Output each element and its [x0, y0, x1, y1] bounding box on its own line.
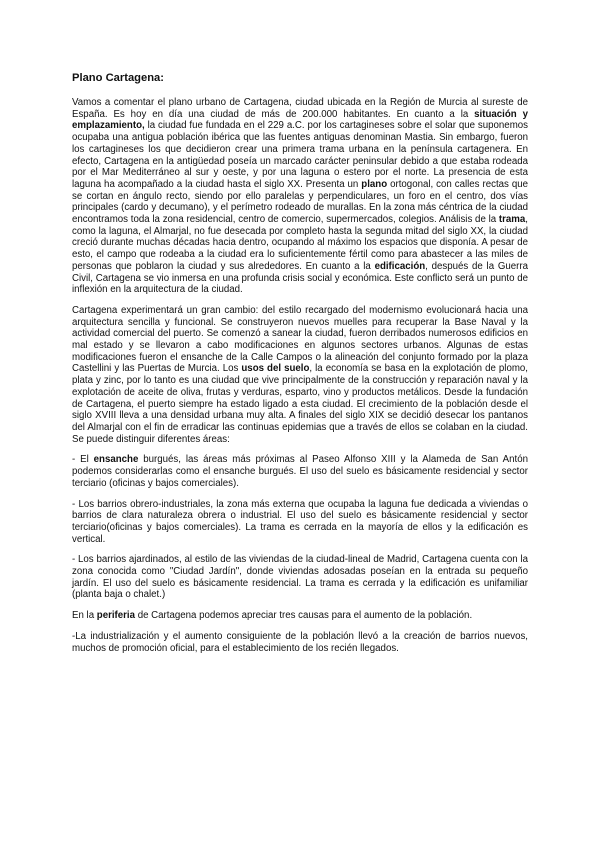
text-run: la ciudad fue fundada en el 229 a.C. por los cartagineses sobre el solar que suponemos ocupaba una antigua población ibérica que las fuentes antiguas denominan Mastia. Sin embargo, fueron los cartagineses los que decidieron crear una primera trama urbana en la península cartagenera. En efecto, Cartagena en la antigüedad poseía un marcado carácter peninsular debido a que estaba rodeada por el Mar Mediterráneo al sur y oeste, y por una laguna o estero por el norte. La presencia de esta laguna ha acompañado a la ciudad hasta el siglo XX. Presenta un: [72, 120, 528, 190]
text-run: -La industrialización y el aumento consiguiente de la población llevó a la creación de barrios nuevos, muchos de promoción oficial, para el establecimiento de los recién llegados.: [72, 630, 528, 654]
text-run: ortogonal, con calles rectas que se cortan en ángulo recto, siendo por ello paralelas y perpendiculares, un foro en el centro, dos vías principales (cardo y decumano), y el perímetro rodeado de murallas. En la zona más céntrica de la ciudad encontramos toda la zona residencial, centro de comercio, supermercados, colegios. Análisis de la: [72, 178, 528, 226]
bold-term: ensanche: [93, 454, 139, 466]
bold-term: trama: [498, 214, 526, 226]
text-run: , después de la Guerra Civil, Cartagena se vio inmersa en una profunda crisis social y económica. Este conflicto será un punto de inflexión en la arquitectura de la ciudad.: [72, 260, 528, 296]
text-run: burgués, las áreas más próximas al Paseo Alfonso XIII y la Alameda de San Antón podemos considerarlas como el ensanche burgués. El uso del suelo es básicamente residencial y sector terciario (oficinas y bajos comerciales).: [72, 454, 528, 489]
bold-term: edificación: [374, 260, 426, 272]
paragraph-intro: [72, 97, 528, 296]
text-run: de Cartagena podemos apreciar tres causas para el aumento de la población.: [135, 610, 473, 622]
document-page: [72, 72, 528, 663]
paragraph-industrializacion: [72, 631, 528, 654]
page-title: Plano Cartagena:: [72, 72, 165, 84]
text-run: En la: [72, 610, 97, 622]
bold-term: situación y emplazamiento,: [72, 108, 528, 132]
text-run: , como la laguna, el Almarjal, no fue desecada por completo hasta la segunda mitad del siglo XX, la ciudad creció durante muchas décadas hacia dentro, ocupando al máximo los espacios que disponía. A pesar de esto, el campo que rodeaba a la ciudad era lo suficientemente fértil como para abastecer a las miles de personas que poblaron la ciudad y sus alrededores. En cuanto a la: [72, 214, 528, 272]
paragraph-change: [72, 305, 528, 445]
text-run: - Los barrios ajardinados, al estilo de las viviendas de la ciudad-lineal de Madrid, Cartagena cuenta con la zona conocida como "Ciudad Jardín", donde viviendas adosadas poseían en la entrada su pequeño jardín. El uso del suelo es básicamente residencial. La trama es cerrada y la edificación es unifamiliar (planta baja o chalet.): [72, 554, 528, 601]
bold-term: plano: [361, 178, 388, 190]
text-run: - El: [72, 454, 94, 466]
bold-term: usos del suelo: [241, 363, 310, 375]
bold-term: periferia: [96, 610, 136, 622]
text-run: Vamos a comentar el plano urbano de Cartagena, ciudad ubicada en la Región de Murcia al sureste de España. Es hoy en día una ciudad de más de 200.000 habitantes. En cuanto a la: [72, 97, 528, 120]
paragraph-periferia: [72, 610, 528, 622]
paragraph-ensanche: [72, 454, 528, 489]
text-run: - Los barrios obrero-industriales, la zona más externa que ocupaba la laguna fue dedicada a viviendas o barrios de clara naturaleza obrera o industrial. El uso del suelo es básicamente residencial y sector terciario(oficinas y bajos comerciales). La trama es cerrada en la mayoría de ellos y la edificación es vertical.: [72, 498, 528, 545]
text-run: , la economía se basa en la explotación de plomo, plata y zinc, por lo tanto es una ciudad que vive principalmente de la construcción y reparación naval y la explotación de aceite de oliva, frutas y verduras, esparto, vino y productos metálicos. Desde la fundación de Cartagena, el puerto siempre ha estado ligado a esta ciudad. El crecimiento de la población desde el siglo XVIII lleva a una densidad urbana muy alta. A finales del siglo XIX se decidió desecar los pantanos del Almarjal con el fin de erradicar las continuas epidemias que a través de ellos se colaban en la ciudad. Se puede distinguir diferentes áreas:: [72, 363, 528, 445]
paragraph-obrero: [72, 499, 528, 546]
paragraph-ajardinados: [72, 554, 528, 601]
text-run: Cartagena experimentará un gran cambio: del estilo recargado del modernismo evolucionará hacia una arquitectura sencilla y funcional. Se construyeron nuevos muelles para recuperar la Base Naval y la actividad comercial del puerto. Se comenzó a sanear la ciudad, fueron derribados numerosos edificios en mal estado y se llevaron a cabo modificaciones en algunos sectores urbanos. Algunas de estas modificaciones fueron el ensanche de la Calle Campos o la alineación del conjunto formado por la plaza Castellini y las Puertas de Murcia. Los: [72, 304, 528, 375]
